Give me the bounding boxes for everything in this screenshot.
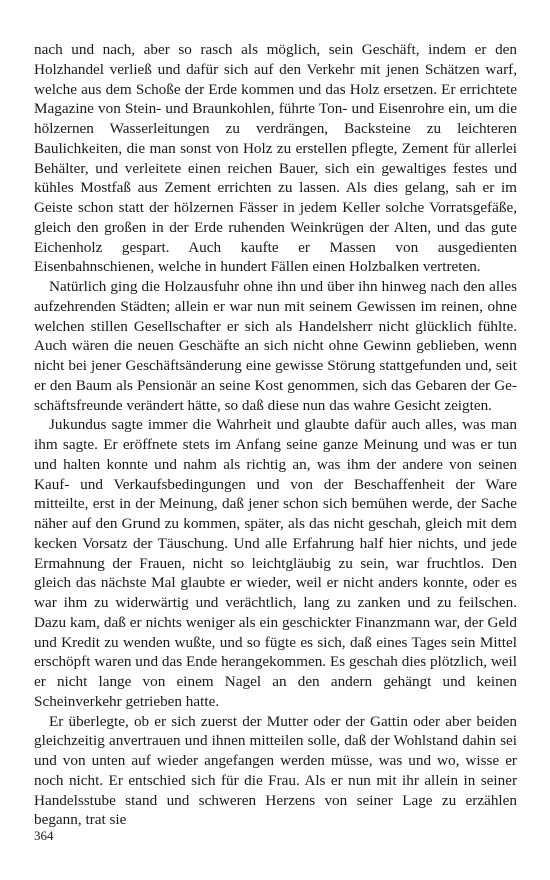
paragraph-3: Jukundus sagte immer die Wahrheit und glaubte dafür auch alles, was man ihm sagte. Er eröffnete stets im Anfang seine ganze Meinung und was er tun und halten konnte und nahm als richtig an, was ihm der andere von seinen Kauf- und Verkaufsbedingungen und von der Beschaffenheit der Ware mitteilte, erst in der Meinung, daß jener schon sich bemühen werde, der Sache näher auf den Grund zu kommen, später, als das nicht geschah, gleich mit dem kecken Vorsatz der Täuschung. Und alle Erfahrung half hier nichts, und jede Ermahnung der Frauen, nicht so leichtgläubig zu sein, war fruchtlos. Den gleich das nächste Mal glaubte er wieder, weil er nicht anders konnte, oder es war ihm zu widerwärtig und verächtlich, lang zu zanken und zu feilschen. Dazu kam, daß er nichts weniger als ein geschickter Finanzmann war, der Geld und Kredit zu wenden wußte, und so fügte es sich, daß eines Tages sein Mittel erschöpft waren und das Ende herangekommen. Es geschah dies plötzlich, weil er nicht lange von einem Nagel an den andern gehängt und keinen Scheinverkehr getrieben hatte. — [34, 416, 517, 710]
paragraph-1: nach und nach, aber so rasch als möglich, sein Geschäft, indem er den Holzhandel verließ und dafür sich auf den Verkehr mit jenen Schätzen warf, welche aus dem Schoße der Erde kommen und das Holz ersetzen. Er errichtete Magazine von Stein- und Braunkohlen, führte Ton- und Eisenrohre ein, um die hölzernen Wasserleitungen zu verdrängen, Backsteine zu leichteren Baulichkeiten, die man sonst von Holz zu erstellen pflegte, Zement für allerlei Behälter, und verleitete einen reichen Bauer, sich ein gewaltiges festes und kühles Mostfaß aus Zement errichten zu lassen. Als dies gelang, sah er im Geiste schon statt der hölzernen Fässer in jedem Keller solche Vorratsgefäße, gleich den großen in der Erde ruhenden Weinkrügen der Alten, und das gute Eichenholz gespart. Auch kaufte er Massen von ausgedienten Eisenbahnschienen, welche in hundert Fällen einen Holzbalken vertreten. — [34, 41, 517, 276]
page-body — [34, 40, 517, 830]
paragraph-4: Er überlegte, ob er sich zuerst der Mutter oder der Gattin oder aber beiden gleichzeitig anvertrauen und ihnen mitteilen solle, daß der Wohlstand dahin sei und von unten auf wieder angefangen werden müsse, was und wo, wisse er noch nicht. Er entschied sich für die Frau. Als er nun mit ihr allein in seiner Handelsstube stand und schweren Herzens von seiner Lage zu erzählen begann, trat sie — [34, 712, 517, 829]
paragraph-2: Natürlich ging die Holzausfuhr ohne ihn und über ihn hinweg nach den alles aufzehrenden Städten; allein er war nun mit seinem Gewissen im reinen, ohne welchen stillen Gesellschafter er sich als Handelsherr nicht glücklich fühlte. Auch wären die neuen Geschäfte an sich nicht ohne Gewinn geblieben, wenn nicht bei jener Geschäftsänderung eine gewisse Störung stattgefunden und, seit er den Baum als Pensionär an seine Kost genommen, sich das Gebaren der Geschäftsfreunde verändert hätte, so daß diese nun das wahre Gesicht zeigten. — [34, 278, 517, 414]
page-number: 364 — [34, 828, 54, 843]
